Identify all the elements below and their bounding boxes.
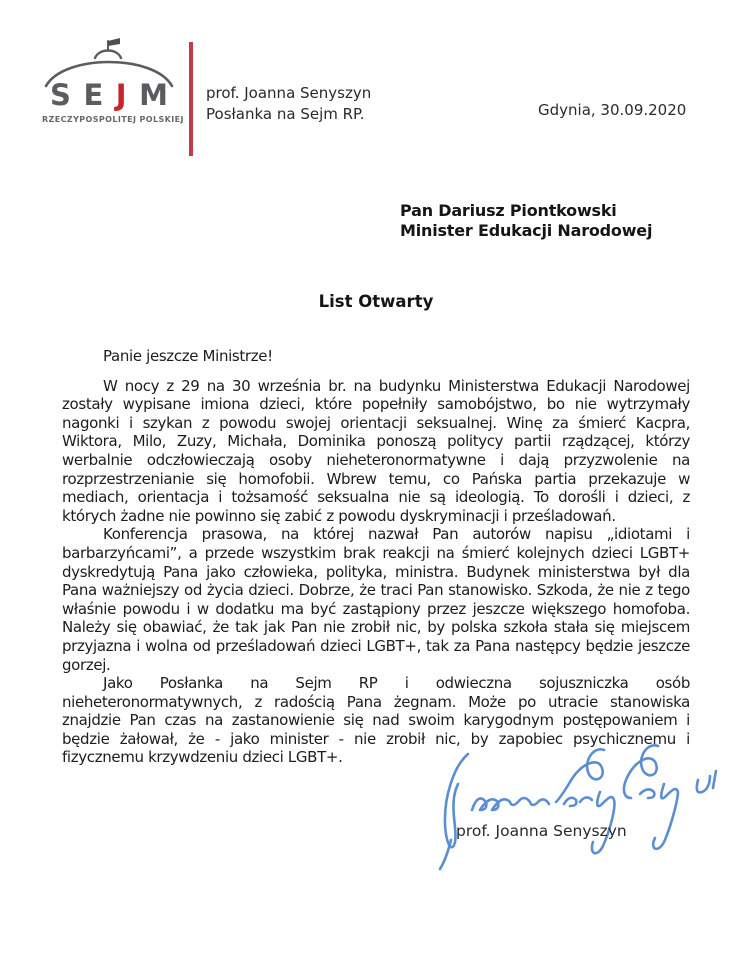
- paragraph-1: W nocy z 29 na 30 września br. na budynku Ministerstwa Edukacji Narodowej zostały wypisane imiona dzieci, które popełniły samobójstwo, bo nie wytrzymały nagonki i szykan z powodu swojej orientacji seksualnej. Winę za śmierć Kacpra, Wiktora, Milo, Zuzy, Michała, Dominika ponoszą politycy partii rządzącej, którzy werbalnie odczłowieczają osoby nieheteronormatywne i dają przyzwolenie na rozprzestrzenianie się homofobii. Wbrew temu, co Pańska partia przekazuje w mediach, orientacja i tożsamość seksualna nie są ideologią. To dorośli i dzieci, z których żadne nie powinno się zabić z powodu dyskryminacji i prześladowań.: [62, 376, 690, 525]
- sender-role: Posłanka na Sejm RP.: [206, 105, 365, 123]
- salutation: Panie jeszcze Ministrze!: [103, 347, 273, 365]
- logo-letter-m: M: [139, 78, 168, 112]
- logo-subtitle: RZECZYPOSPOLITEJ POLSKIEJ: [42, 115, 184, 124]
- typed-signature-name: prof. Joanna Senyszyn: [456, 822, 627, 840]
- logo-letter-e: E: [83, 78, 104, 112]
- letter-title: List Otwarty: [318, 292, 434, 311]
- recipient-block: [400, 201, 652, 241]
- logo-letter-s: S: [50, 78, 71, 112]
- paragraph-2: Konferencja prasowa, na której nazwał Pan autorów napisu „idiotami i barbarzyńcami”, a przede wszystkim brak reakcji na śmierć kolejnych dzieci LGBT+ dyskredytują Pana jako człowieka, polityka, ministra. Budynek ministerstwa był dla Pana ważniejszy od życia dzieci. Dobrze, że traci Pan stanowisko. Szkoda, że nie z tego właśnie powodu i w dodatku ma być zastąpiony przez jeszcze większego homofoba. Należy się obawiać, że tak jak Pan nie zrobił nic, by polska szkoła stała się miejscem przyjazna i wolna od prześladowań dzieci LGBT+, tak za Pana następcy będzie jeszcze gorzej.: [62, 525, 690, 674]
- paragraph-3: Jako Posłanka na Sejm RP i odwieczna sojuszniczka osób nieheteronormatywnych, z radością Pana żegnam. Może po utracie stanowiska znajdzie Pan czas na zastanowienie się nad swoim karygodnym postępowaniem i będzie żałował, że - jako minister - nie zrobił nic, by zapobiec psychicznemu i fizycznemu krzywdzeniu dzieci LGBT+.: [62, 674, 690, 767]
- signature-block: [418, 740, 720, 872]
- handwritten-signature: [418, 740, 720, 872]
- recipient-role: Minister Edukacji Narodowej: [400, 221, 653, 240]
- sejm-logo: [42, 36, 184, 124]
- sender-block: [206, 83, 371, 125]
- sender-name: prof. Joanna Senyszyn: [206, 84, 372, 102]
- letterhead-divider: [189, 42, 193, 156]
- sejm-wordmark: [50, 78, 168, 112]
- recipient-name: Pan Dariusz Piontkowski: [400, 201, 617, 220]
- dateline: Gdynia, 30.09.2020: [538, 101, 687, 119]
- letter-body: [62, 347, 690, 767]
- logo-letter-j: J: [115, 78, 127, 112]
